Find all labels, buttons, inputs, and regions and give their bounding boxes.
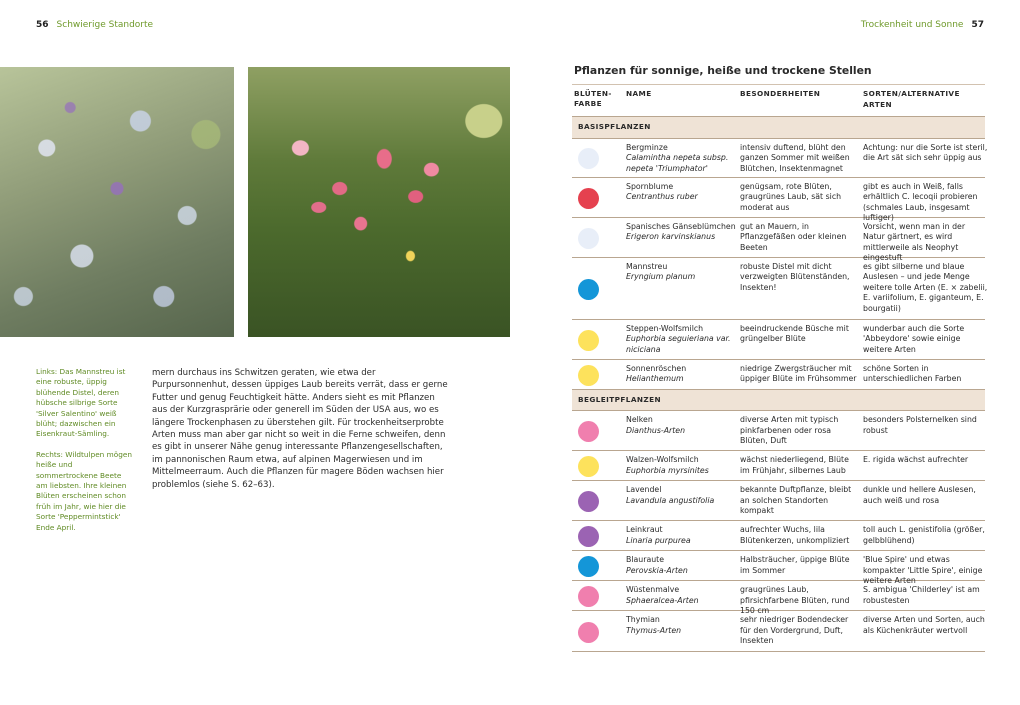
table-row [572,611,985,652]
plant-name-cell [624,615,738,649]
latin-name: Centranthus ruber [626,192,698,201]
flower-color-cell [572,415,624,448]
varieties-cell: S. ambigua 'Childerley' ist am robustesten [863,585,980,605]
plant-name-cell [624,364,738,387]
plant-name-cell [624,455,738,478]
common-name: Mannstreu [626,261,668,271]
table-row [572,320,985,360]
latin-name: Sphaeralcea-Arten [626,595,699,605]
features-cell: wächst niederliegend, Blüte im Frühjahr, silbernes Laub [740,455,849,475]
caption-left: Links: Das Mannstreu ist eine robuste, üppig blühende Distel, deren hübsche silbrige Sorte 'Silver Salentino' weiß blüht; dazwischen ein Eisenkraut-Sämling. [36,367,126,439]
features-cell: niedrige Zwergsträucher mit üppiger Blüte im Frühsommer [740,363,857,383]
varieties-cell: E. rigida wächst aufrechter [863,455,969,464]
varieties-cell: besonders Polsternelken sind robust [863,415,977,435]
table-row [572,521,985,551]
flower-color-dot [578,365,599,386]
right-page-number: 57 [971,20,984,30]
plant-name-cell [624,525,738,548]
flower-color-dot [578,526,599,547]
header-features: BESONDERHEITEN [740,89,821,98]
flower-color-cell [572,555,624,578]
latin-name: Erigeron karvinskianus [626,232,716,241]
plant-name-cell [624,555,738,578]
plant-name-cell [624,143,738,175]
latin-name: Thymus-Arten [626,625,682,635]
table-row [572,481,985,521]
flower-color-cell [572,143,624,175]
table-row [572,258,988,320]
flower-color-cell [572,182,624,215]
flower-color-dot [578,279,599,300]
table-row [572,451,985,481]
flower-color-dot [578,556,599,577]
table-title: Pflanzen für sonnige, heiße und trockene Stellen [574,64,872,77]
flower-color-cell [572,455,624,478]
flower-color-cell [572,324,624,357]
flower-color-dot [578,228,599,249]
plant-name-cell [624,415,738,448]
common-name: Lavendel [626,485,662,494]
table-row [572,581,985,615]
section-header: BEGLEITPFLANZEN [572,390,985,412]
features-cell: graugrünes Laub, pfirsichfarbene Blüten, rund 150 cm [740,585,850,615]
flower-color-dot [578,456,599,477]
latin-name: Linaria purpurea [626,535,691,545]
flower-color-cell [572,262,624,317]
features-cell: robuste Distel mit dicht verzweigten Blütenständen, Insekten! [740,261,850,292]
body-text [152,367,448,491]
common-name: Sonnenröschen [626,363,687,373]
header-name: NAME [626,89,652,98]
table-row [572,139,988,178]
table-row [572,411,985,451]
features-cell: aufrechter Wuchs, lila Blütenkerzen, unkompliziert [740,525,850,545]
latin-name: Euphorbia seguieriana var. niciciana [626,334,731,354]
left-section-title: Schwierige Standorte [56,20,154,30]
flower-color-dot [578,330,599,351]
photo-wildtulpen [248,67,510,337]
flower-color-cell [572,222,624,255]
right-section-title: Trockenheit und Sonne [860,20,964,30]
table-row [572,551,985,585]
features-cell: Halbsträucher, üppige Blüte im Sommer [740,555,850,575]
flower-color-cell [572,364,624,387]
varieties-cell: toll auch L. genistifolia (größer, gelbblühend) [863,525,985,545]
common-name: Thymian [626,615,660,624]
latin-name: Eryngium planum [626,272,696,281]
plant-name-cell [624,585,738,608]
left-page-number: 56 [36,20,49,30]
features-cell: sehr niedriger Bodendecker für den Vordergrund, Duft, Insekten [740,615,849,645]
plant-name-cell [624,485,738,518]
varieties-cell: es gibt silberne und blaue Auslesen – und jede Menge weitere tolle Arten (E. × zabelii, E. variifolium, E. giganteum, E. bourgatii) [863,261,988,313]
latin-name: Lavandula angustifolia [626,495,715,505]
header-varieties: SORTEN/ALTERNATIVE ARTEN [863,89,960,109]
latin-name: Perovskia-Arten [626,565,688,575]
table-body [572,117,988,652]
features-cell: intensiv duftend, blüht den ganzen Sommer mit weißen Blütchen, Insektenmagnet [740,142,850,173]
flower-color-dot [578,148,599,169]
features-cell: genügsam, rote Blüten, graugrünes Laub, sät sich moderat aus [740,181,842,212]
table-header [572,84,985,117]
common-name: Blauraute [626,555,665,564]
right-page-header [861,20,984,30]
table-row [572,218,985,262]
header-color: BLÜTEN-FARBE [574,89,612,108]
varieties-cell: Vorsicht, wenn man in der Natur gärtnert, es wird mittlerweile als Neophyt eingestuft [863,221,966,262]
plant-name-cell [624,262,738,317]
varieties-cell: diverse Arten und Sorten, auch als Küchenkräuter wertvoll [863,615,985,635]
common-name: Wüstenmalve [626,585,680,594]
plant-name-cell [624,222,738,255]
varieties-cell: dunkle und hellere Auslesen, auch weiß und rosa [863,485,976,505]
features-cell: gut an Mauern, in Pflanzgefäßen oder kleinen Beeten [740,221,847,252]
plant-name-cell [624,182,738,215]
photo-caption [36,367,134,543]
common-name: Spornblume [626,181,674,191]
table-row [572,360,985,390]
features-cell: diverse Arten mit typisch pinkfarbenen oder rosa Blüten, Duft [740,415,839,445]
common-name: Nelken [626,415,653,424]
latin-name: Calamintha nepeta subsp. nepeta 'Triumphator' [626,153,729,173]
flower-color-cell [572,525,624,548]
varieties-cell: schöne Sorten in unterschiedlichen Farben [863,363,962,383]
varieties-cell: 'Blue Spire' und etwas kompakter 'Little Spire', einige weitere Arten [863,555,983,585]
left-page-header [36,20,153,30]
flower-color-dot [578,188,599,209]
flower-color-cell [572,615,624,649]
common-name: Bergminze [626,142,668,152]
common-name: Spanisches Gänseblümchen [626,221,736,231]
latin-name: Helianthemum [626,374,684,383]
latin-name: Dianthus-Arten [626,425,686,435]
features-cell: beeindruckende Büsche mit grüngelber Blüte [740,323,849,343]
flower-color-dot [578,491,599,512]
flower-color-cell [572,485,624,518]
flower-color-dot [578,586,599,607]
section-header: BASISPFLANZEN [572,117,985,139]
varieties-cell: wunderbar auch die Sorte 'Abbeydore' sowie einige weitere Arten [863,323,965,354]
plant-name-cell [624,324,738,357]
photo-mannstreu [0,67,234,337]
flower-color-cell [572,585,624,608]
flower-color-dot [578,421,599,442]
common-name: Steppen-Wolfsmilch [626,323,704,333]
latin-name: Euphorbia myrsinites [626,465,709,475]
features-cell: bekannte Duftpflanze, bleibt an solchen Standorten kompakt [740,485,852,515]
caption-right: Rechts: Wildtulpen mögen heiße und sommertrockene Beete am liebsten. Ihre kleinen Blüten erscheinen schon früh im Jahr, wie hier die Sorte 'Peppermintstick' Ende April. [36,449,132,532]
plant-table [572,84,988,652]
common-name: Leinkraut [626,525,663,534]
varieties-cell: Achtung: nur die Sorte ist steril, die Art sät sich sehr üppig aus [863,142,988,162]
common-name: Walzen-Wolfsmilch [626,455,699,464]
flower-color-dot [578,622,599,643]
varieties-cell: gibt es auch in Weiß, falls erhältlich C. lecoqii probieren (schmales Laub, insgesamt luftiger) [863,181,978,222]
table-row [572,178,985,222]
body-paragraph: mern durchaus ins Schwitzen geraten, wie etwa der Purpursonnenhut, dessen üppiges Laub bereits verrät, dass er gerne Futter und genug Feuchtigkeit hätte. Anders sieht es mit Pflanzen aus der Kurzgrasprärie oder generell im Süden der USA aus, wo es längere Trockenphasen zu überstehen gilt. Für trockenheitserprobte Arten muss man aber gar nicht so weit in die Ferne schweifen, denn es gibt in unserer Nähe genug interessante Pflanzengesellschaften, im pannonischen Raum etwa, auf alpinen Magerwiesen und im Mittelmeerraum. Auch die Pflanzen für magere Böden wachsen hier problemlos (siehe S. 62–63). [152,368,448,490]
